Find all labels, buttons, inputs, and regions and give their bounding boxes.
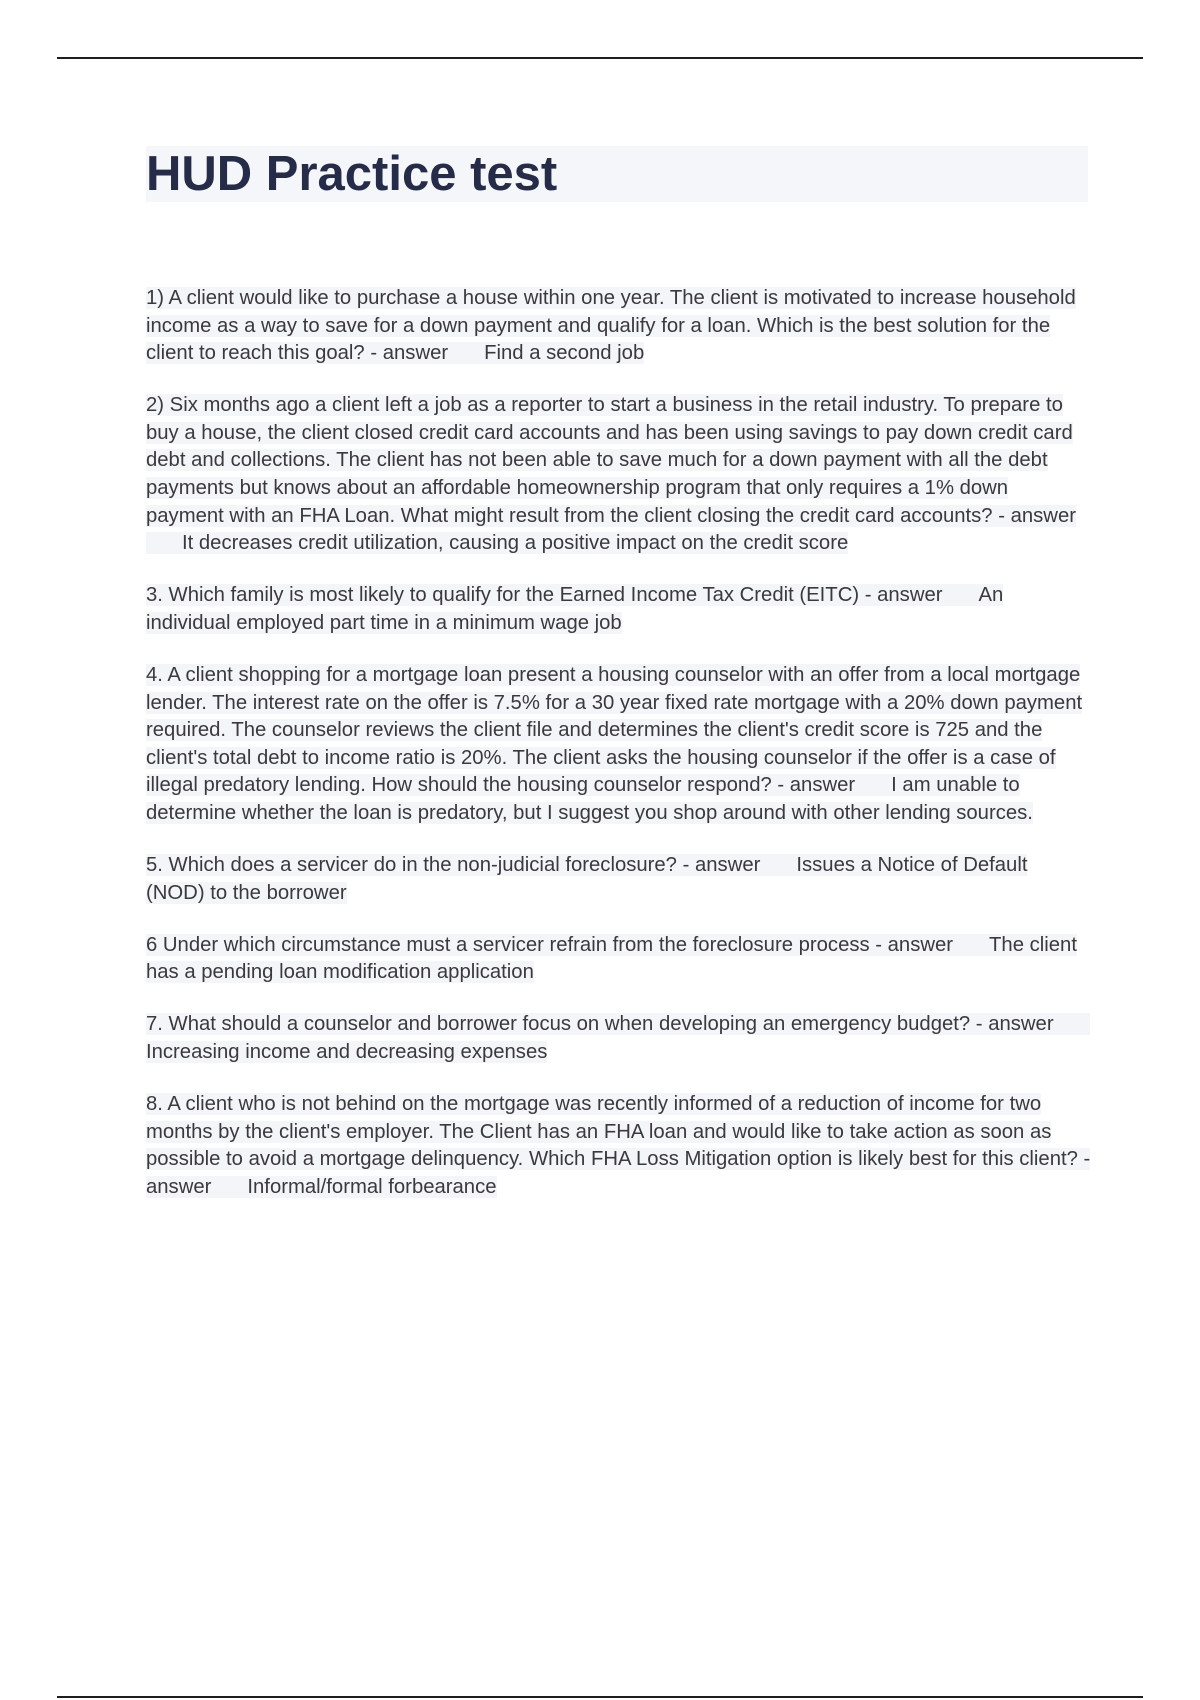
answer-text: Informal/formal forbearance <box>247 1175 497 1198</box>
answer-text: An individual employed part time in a minimum wage job <box>146 584 1004 634</box>
question-text: 3. Which family is most likely to qualify for the Earned Income Tax Credit (EITC) - answer <box>146 584 943 607</box>
question-text: 2) Six months ago a client left a job as a reporter to start a business in the retail industry. To prepare to buy a house, the client closed credit card accounts and has been using savings to pay down credit card debt and collections. The client has not been able to save much for a down payment with all the debt payments but knows about an affordable homeownership program that only requires a 1% down payment with an FHA Loan. What might result from the client closing the credit card accounts? - answer <box>146 394 1076 527</box>
page-title: HUD Practice test <box>146 147 558 201</box>
question-text: 7. What should a counselor and borrower focus on when developing an emergency budget? - answer <box>146 1013 1054 1036</box>
question-text: 8. A client who is not behind on the mortgage was recently informed of a reduction of income for two months by the client's employer. The Client has an FHA loan and would like to take action as soon as possible to avoid a mortgage delinquency. Which FHA Loss Mitigation option is likely best for this client? - answer <box>146 1093 1091 1198</box>
answer-text: The client has a pending loan modification application <box>146 933 1077 984</box>
bottom-divider <box>57 1696 1143 1698</box>
qa-item-4 <box>146 662 1091 828</box>
qa-item-2 <box>146 392 1091 558</box>
answer-text: Issues a Notice of Default (NOD) to the borrower <box>146 854 1028 904</box>
question-text: 1) A client would like to purchase a house within one year. The client is motivated to increase household income as a way to save for a down payment and qualify for a loan. Which is the best solution for the client to reach this goal? - answer <box>146 287 1076 365</box>
question-text: 6 Under which circumstance must a servicer refrain from the foreclosure process - answer <box>146 933 954 956</box>
qa-item-3 <box>146 582 1091 637</box>
answer-text: Increasing income and decreasing expenses <box>146 1041 548 1064</box>
answer-text: It decreases credit utilization, causing a positive impact on the credit score <box>182 532 849 555</box>
qa-item-6 <box>146 932 1091 987</box>
top-divider <box>57 57 1143 59</box>
qa-item-7 <box>146 1011 1091 1066</box>
answer-text: Find a second job <box>484 342 645 365</box>
answer-text: I am unable to determine whether the loan is predatory, but I suggest you shop around with other lending sources. <box>146 774 1033 824</box>
qa-item-1 <box>146 285 1091 368</box>
question-list <box>146 285 1091 1226</box>
question-text: 4. A client shopping for a mortgage loan present a housing counselor with an offer from a local mortgage lender. The interest rate on the offer is 7.5% for a 30 year fixed rate mortgage with a 20% down payment required. The counselor reviews the client file and determines the client's credit score is 725 and the client's total debt to income ratio is 20%. The client asks the housing counselor if the offer is a case of illegal predatory lending. How should the housing counselor respond? - answer <box>146 664 1083 797</box>
qa-item-8 <box>146 1091 1091 1201</box>
qa-item-5 <box>146 852 1091 907</box>
question-text: 5. Which does a servicer do in the non-judicial foreclosure? - answer <box>146 854 761 877</box>
